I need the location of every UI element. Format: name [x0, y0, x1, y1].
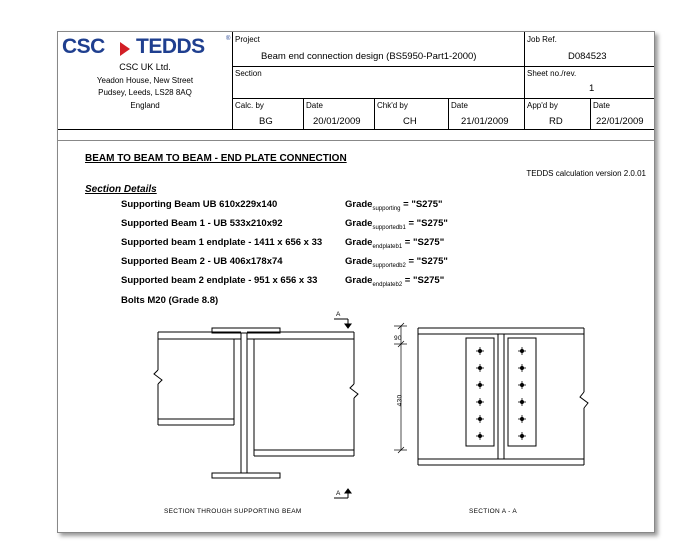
bolt-icon — [518, 364, 526, 372]
checked-by-label: Chk'd by — [377, 101, 408, 110]
calculation-sheet — [57, 31, 655, 533]
logo-tedds-text: TEDDS — [136, 35, 205, 58]
bolts-spec: Bolts M20 (Grade 8.8) — [121, 295, 219, 306]
supported-beam-2 — [247, 332, 358, 456]
calc-by-value: BG — [259, 116, 273, 127]
checked-by-value: CH — [403, 116, 417, 127]
bolt-markers — [476, 347, 526, 440]
project-label: Project — [235, 35, 260, 44]
date1-value: 20/01/2009 — [313, 116, 361, 127]
section-label: Section — [235, 69, 262, 78]
date2-label: Date — [451, 101, 468, 110]
member-row-1-label: Supporting Beam UB 610x229x140 — [121, 199, 278, 210]
section-mark-top-label: A — [336, 311, 341, 318]
dimension-top-value: 90 — [394, 335, 402, 342]
member-row-4-grade: Grade$_{supportedb2}$ = "S275" — [345, 256, 448, 269]
bolt-icon — [476, 415, 484, 423]
member-row-4-label: Supported Beam 2 - UB 406x178x74 — [121, 256, 283, 267]
bolt-icon — [476, 398, 484, 406]
dimension-main-value: 430 — [396, 394, 404, 407]
bolt-icon — [518, 381, 526, 389]
connection-drawing — [58, 32, 654, 532]
date2-value: 21/01/2009 — [461, 116, 509, 127]
member-row-2-label: Supported Beam 1 - UB 533x210x92 — [121, 218, 283, 229]
date3-value: 22/01/2009 — [596, 116, 644, 127]
calculation-title: BEAM TO BEAM TO BEAM - END PLATE CONNECTION — [85, 153, 347, 164]
approved-by-label: App'd by — [527, 101, 558, 110]
bolt-icon — [476, 347, 484, 355]
member-row-5-grade: Grade$_{endplateb2}$ = "S275" — [345, 275, 445, 288]
bolt-icon — [518, 432, 526, 440]
company-address-line2: Pudsey, Leeds, LS28 8AQ — [98, 88, 192, 97]
member-row-2-grade: Grade$_{supportedb1}$ = "S275" — [345, 218, 448, 231]
company-address-line1: Yeadon House, New Street — [96, 76, 194, 85]
member-row-3-label: Supported beam 1 endplate - 1411 x 656 x 33 — [121, 237, 323, 248]
bolt-icon — [476, 364, 484, 372]
company-name: CSC UK Ltd. — [119, 62, 171, 72]
section-details-heading: Section Details — [85, 184, 157, 195]
supported-beam-1 — [154, 332, 241, 425]
bolt-icon — [518, 415, 526, 423]
member-row-5-label: Supported beam 2 endplate - 951 x 656 x 33 — [121, 275, 318, 286]
logo-csc-text: CSC — [62, 35, 105, 58]
date1-label: Date — [306, 101, 323, 110]
approved-by-value: RD — [549, 116, 563, 127]
job-ref-value: D084523 — [568, 51, 607, 62]
company-address-line3: England — [130, 101, 160, 110]
section-mark-bottom-label: A — [336, 490, 341, 497]
dimension-line — [394, 323, 407, 453]
bolt-icon — [518, 347, 526, 355]
member-row-3-grade: Grade$_{endplateb1}$ = "S275" — [345, 237, 445, 250]
bolt-icon — [476, 432, 484, 440]
calc-by-label: Calc. by — [235, 101, 264, 110]
section-mark-top — [334, 319, 351, 328]
bolt-icon — [476, 381, 484, 389]
caption-section-aa: SECTION A - A — [469, 508, 517, 515]
date3-label: Date — [593, 101, 610, 110]
bolt-icon — [518, 398, 526, 406]
end-plates — [466, 338, 536, 446]
sheet-value: 1 — [589, 83, 595, 94]
section-aa-beam — [418, 328, 588, 465]
member-row-1-grade: Grade$_{supporting}$ = "S275" — [345, 199, 443, 212]
sheet-label: Sheet no./rev. — [527, 69, 577, 78]
caption-supporting-beam: SECTION THROUGH SUPPORTING BEAM — [164, 508, 302, 515]
tedds-version: TEDDS calculation version 2.0.01 — [526, 169, 646, 178]
registered-mark-icon: ® — [226, 36, 231, 42]
project-value: Beam end connection design (BS5950-Part1-2000) — [261, 51, 477, 62]
job-ref-label: Job Ref. — [527, 35, 557, 44]
